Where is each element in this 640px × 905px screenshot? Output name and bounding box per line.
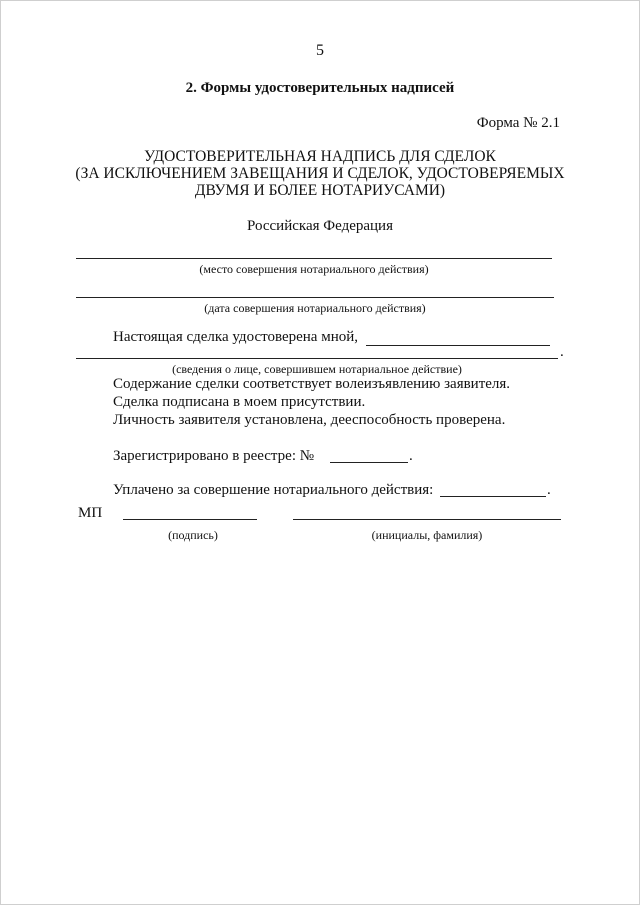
statement-text: Сделка подписана в моем присутствии. bbox=[113, 394, 366, 410]
title-line: ДВУМЯ И БОЛЕЕ НОТАРИУСАМИ) bbox=[194, 182, 446, 199]
place-line bbox=[76, 258, 552, 259]
page-number: 5 bbox=[316, 42, 324, 59]
registered-text: Зарегистрировано в реестре: № bbox=[113, 448, 315, 464]
seal-label: МП bbox=[78, 505, 103, 521]
registry-number-line bbox=[330, 462, 408, 463]
title-line: (ЗА ИСКЛЮЧЕНИЕМ ЗАВЕЩАНИЯ И СДЕЛОК, УДОСТОВЕРЯЕМЫХ bbox=[75, 165, 565, 182]
name-line bbox=[293, 519, 561, 520]
registry-period: . bbox=[409, 448, 413, 464]
title-line: УДОСТОВЕРИТЕЛЬНАЯ НАДПИСЬ ДЛЯ СДЕЛОК bbox=[144, 148, 496, 165]
document-title bbox=[0, 148, 640, 199]
person-caption: (сведения о лице, совершившем нотариальное действие) bbox=[172, 362, 462, 376]
date-caption: (дата совершения нотариального действия) bbox=[204, 301, 426, 315]
paid-amount-line bbox=[440, 496, 546, 497]
certified-by-line bbox=[366, 345, 550, 346]
date-line bbox=[76, 297, 554, 298]
country-name: Российская Федерация bbox=[247, 218, 393, 234]
place-caption: (место совершения нотариального действия) bbox=[199, 262, 429, 276]
statement-text: Личность заявителя установлена, дееспособность проверена. bbox=[113, 412, 506, 428]
certified-by-text: Настоящая сделка удостоверена мной, bbox=[113, 329, 358, 345]
paid-period: . bbox=[547, 482, 551, 498]
statement-text: Содержание сделки соответствует волеизъявлению заявителя. bbox=[113, 376, 511, 392]
signature-line bbox=[123, 519, 257, 520]
person-line bbox=[76, 358, 558, 359]
name-caption: (инициалы, фамилия) bbox=[371, 528, 483, 542]
section-heading: 2. Формы удостоверительных надписей bbox=[185, 80, 455, 96]
form-number: Форма № 2.1 bbox=[476, 115, 560, 131]
paid-text: Уплачено за совершение нотариального действия: bbox=[113, 482, 434, 498]
person-line-period: . bbox=[560, 344, 564, 360]
signature-caption: (подпись) bbox=[168, 528, 218, 542]
